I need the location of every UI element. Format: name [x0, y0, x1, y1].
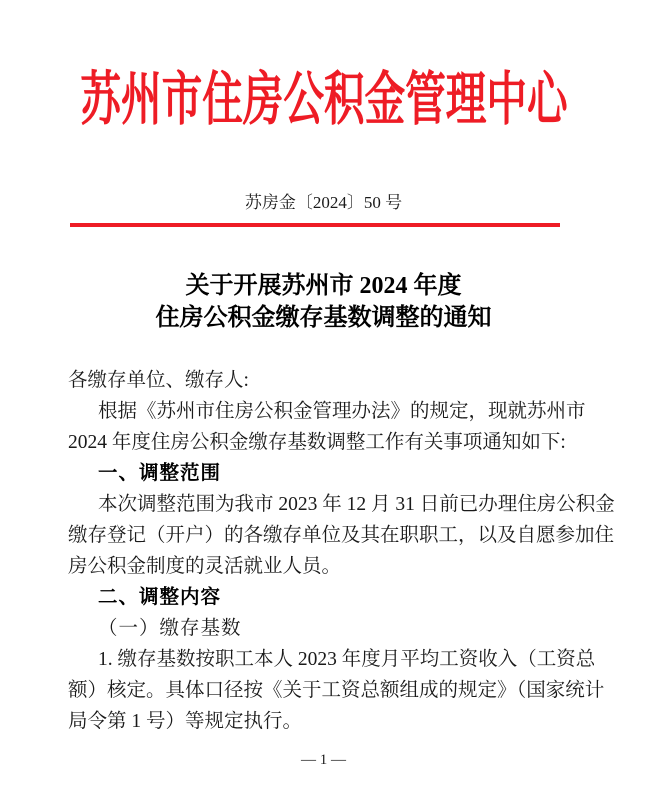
body-line: 局令第 1 号）等规定执行。 — [68, 711, 303, 732]
body-section-heading: 一、调整范围 — [98, 462, 222, 484]
notice-title-line1: 关于开展苏州市 2024 年度 — [185, 273, 462, 299]
letterhead-org-title — [0, 67, 647, 132]
body-line: 本次调整范围为我市 2023 年 12 月 31 日前已办理住房公积金 — [98, 494, 615, 515]
red-divider-line — [70, 223, 560, 227]
body-text — [68, 365, 615, 737]
body-section-heading: 二、调整内容 — [98, 586, 222, 608]
notice-title — [0, 270, 647, 334]
body-line: 根据《苏州市住房公积金管理办法》的规定，现就苏州市 — [98, 401, 586, 422]
letterhead-org-title-text: 苏州市住房公积金管理中心 — [79, 67, 568, 132]
body-line: 缴存登记（开户）的各缴存单位及其在职职工，以及自愿参加住 — [68, 525, 615, 546]
page-number: — 1 — — [301, 752, 346, 768]
body-line: 额）核定。具体口径按《关于工资总额组成的规定》（国家统计 — [68, 680, 605, 701]
notice-title-line2: 住房公积金缴存基数调整的通知 — [155, 305, 492, 331]
body-line: 2024 年度住房公积金缴存基数调整工作有关事项通知如下: — [68, 432, 566, 453]
doc-reference-number: 苏房金〔2024〕50 号 — [244, 193, 403, 212]
body-subsection-heading: （一）缴存基数 — [98, 618, 242, 639]
body-line: 房公积金制度的灵活就业人员。 — [68, 556, 342, 577]
body-line: 各缴存单位、缴存人: — [68, 370, 249, 391]
body-line: 1. 缴存基数按职工本人 2023 年度月平均工资收入（工资总 — [98, 649, 596, 670]
